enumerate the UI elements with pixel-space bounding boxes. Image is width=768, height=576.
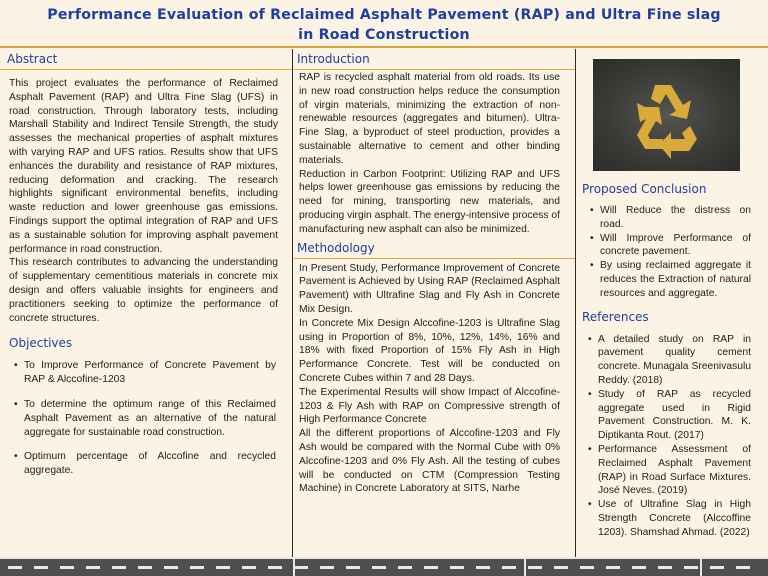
list-item: • To Improve Performance of Concrete Pavement by RAP & Alccofine-1203 [24,359,276,387]
list-item: • Use of Ultrafine Slag in High Strength Concrete (Alccoffine 1203). Shamshad Ahmad. (2022) [598,498,751,539]
list-item: • Optimum percentage of Alccofine and recycled aggregate. [24,450,276,478]
introduction-heading: Introduction [294,49,575,70]
methodology-paragraph-1: In Present Study, Performance Improvement of Concrete Pavement is Achieved by Using RAP (Reclaimed Asphalt Pavement) with Ultrafine Slag and Fly Ash in Concrete Mix Design. [299,262,560,315]
methodology-paragraph-3: The Experimental Results will show Impact of Alccofine-1203 & Fly Ash with RAP on Compressive strength of High Performance Concrete [299,386,560,426]
introduction-section [294,70,575,237]
poster-title [0,0,768,45]
introduction-paragraph-2: Reduction in Carbon Footprint: Utilizing RAP and UFS helps lower greenhouse gas emissions by reducing the need for mining, transporting new materials, and producing virgin asphalt. The energy-intensive process of manufacturing new asphalt can also be minimized. [299,168,560,235]
middle-column [294,49,576,557]
methodology-paragraph-4: All the different proportions of Alccofine-1203 and Fly Ash would be compared with the Normal Cube with 0% Alccofine-1203 and 0% Fly Ash. All the testing of cubes will be conducted on CTM (Compression Testing Machine) in Concrete Laboratory at SITS, Narhe [299,428,560,495]
conclusion-section [577,179,768,540]
conclusion-heading: Proposed Conclusion [582,182,707,196]
road-markings [0,559,768,576]
title-line-2: in Road Construction [298,27,470,43]
road-strip [0,557,768,576]
references-list [577,333,768,540]
right-column [577,49,768,557]
list-item: • To determine the optimum range of this Reclaimed Asphalt Pavement as an alternative of the natural aggregate for sustainable road construction. [24,398,276,439]
abstract-section [0,70,292,325]
list-item: • Will Reduce the distress on road. [600,204,751,232]
list-item: • A detailed study on RAP in pavement quality cement concrete. Munagala Sreenivasulu Reddy. (2018) [598,333,751,388]
list-item: • Performance Assessment of Reclaimed Asphalt Pavement (RAP) in Road Surface Mixtures. José Neves. (2019) [598,443,751,498]
introduction-paragraph-1: RAP is recycled asphalt material from old roads. Its use in new road construction helps reduce the consumption of virgin materials, minimizing the extraction of non-renewable resources (aggregates and bitumen). Ultra-Fine Slag, a byproduct of steel production, provides a sustainable alternative to cement and other binding materials. [299,72,560,166]
list-item: • Study of RAP as recycled aggregate used in Rigid Pavement Construction. M. K. Diptikanta Rout. (2017) [598,388,751,443]
title-line-1: Performance Evaluation of Reclaimed Asphalt Pavement (RAP) and Ultra Fine slag [47,7,721,23]
conclusion-list [577,204,768,301]
poster-header [0,0,768,46]
objectives-list [0,359,292,478]
title-divider [0,46,768,48]
methodology-section [294,259,575,497]
recycle-icon [593,59,740,171]
left-column [0,49,293,557]
methodology-paragraph-2: In Concrete Mix Design Alccofine-1203 is Ultrafine Slag using in Proportion of 8%, 10%, 12%, 14%, 16% and 18% with fixed Proportion of 15% Fly Ash in High Performance Concrete. Test will be conducted on Concrete Cubes within 7 and 28 Days. [299,317,560,384]
methodology-heading: Methodology [294,238,575,259]
list-item: • Will Improve Performance of concrete pavement. [600,232,751,260]
references-heading: References [582,309,649,324]
abstract-paragraph-2: This research contributes to advancing the understanding of supplementary cementitious materials in concrete mix design and offers valuable insights for engineers and practitioners seeking to optimize the performance of concrete structures. [9,257,278,324]
recycle-asphalt-image [593,59,740,171]
abstract-heading: Abstract [0,49,292,70]
objectives-heading: Objectives [9,336,73,351]
list-item: • By using reclaimed aggregate it reduces the Extraction of natural resources and aggregate. [600,259,751,300]
abstract-paragraph-1: This project evaluates the performance of Reclaimed Asphalt Pavement (RAP) and Ultra Fine Slag (UFS) in road construction. Through laboratory tests, including Marshall Stability and Indirect Tensile Strength, the study assesses the mechanical properties of asphalt mixtures with varying RAP and UFS ratios. Results show that UFS enhances the durability and resistance of RAP mixtures, reducing deformation and cracking. The research highlights significant environmental benefits, including waste reduction and lower greenhouse gas emissions. Findings support the optimal integration of RAP and UFS as a sustainable solution for improving asphalt pavement performance in road construction. [9,78,278,255]
